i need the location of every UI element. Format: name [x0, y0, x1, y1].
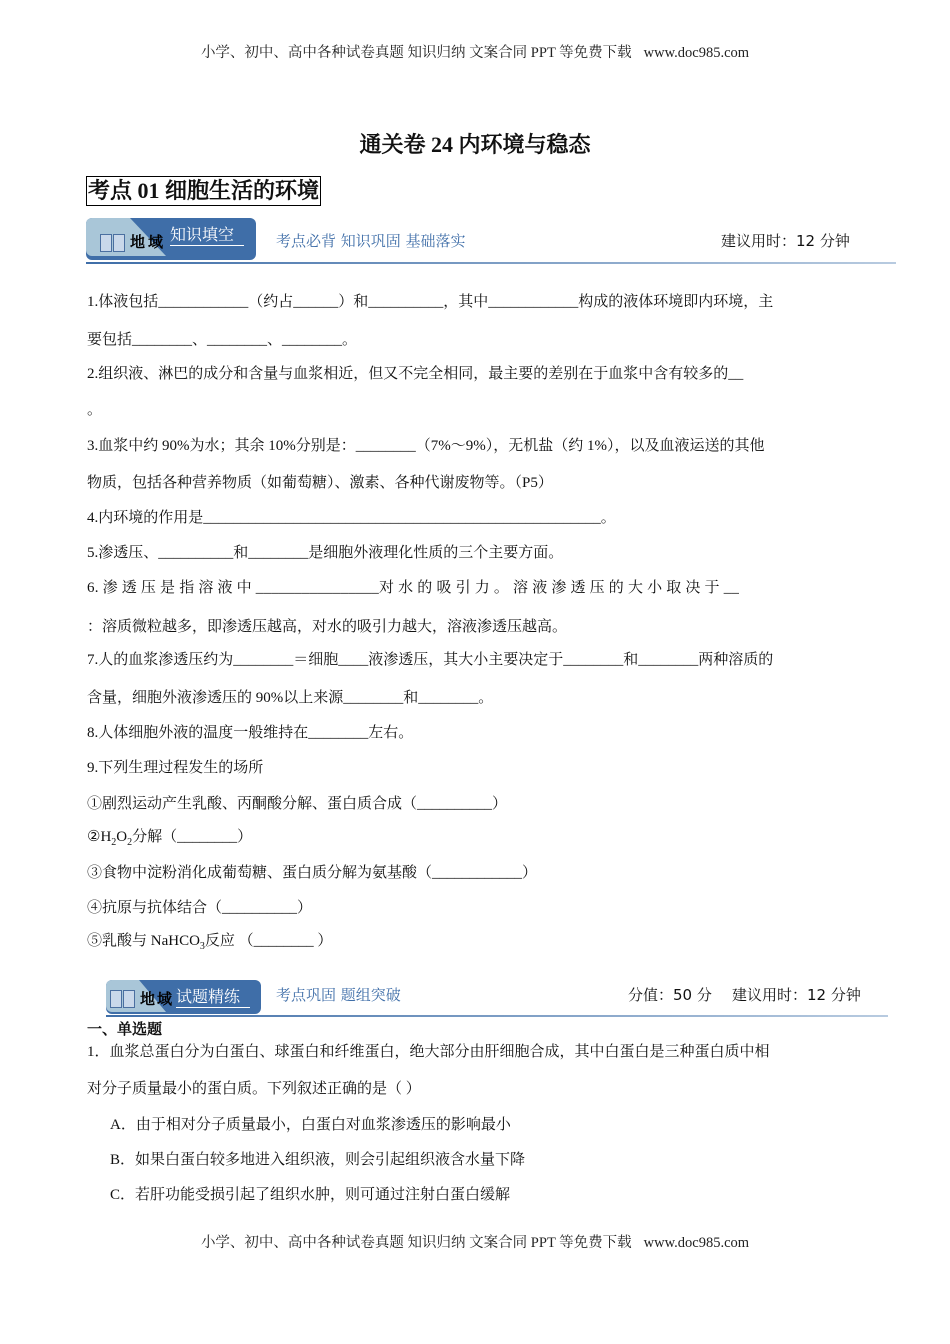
- score: 分值：50 分: [628, 986, 712, 1004]
- option-c: C．若肝功能受损引起了组织水肿，则可通过注射白蛋白缓解: [110, 1187, 511, 1203]
- question-line: 要包括________、________、________。: [87, 332, 358, 348]
- section-heading: 考点 01 细胞生活的环境: [86, 176, 321, 206]
- section-title: 一、单选题: [87, 1022, 163, 1038]
- option-a: A．由于相对分子质量最小，白蛋白对血浆渗透压的影响最小: [110, 1117, 511, 1133]
- banner-subtitle: 考点巩固 题组突破: [276, 986, 401, 1004]
- question-stem: 1．血浆总蛋白分为白蛋白、球蛋白和纤维蛋白，绝大部分由肝细胞合成，其中白蛋白是三种蛋白质中相: [87, 1044, 770, 1060]
- question-line: 7.人的血浆渗透压约为________＝细胞____液渗透压，其大小主要决定于________和________两种溶质的: [87, 652, 774, 668]
- question-line: 。: [87, 402, 103, 418]
- divider: [86, 262, 896, 264]
- banner-tag: 知识填空: [170, 222, 244, 246]
- question-line: 2.组织液、淋巴的成分和含量与血浆相近，但又不完全相同，最主要的差别在于血浆中含有较多的__: [87, 366, 744, 382]
- header-link[interactable]: www.doc985.com: [643, 45, 750, 61]
- banner-subtitle: 考点必背 知识巩固 基础落实: [276, 232, 466, 250]
- question-line: 含量，细胞外液渗透压的 90%以上来源________和________。: [87, 690, 494, 706]
- text: O: [116, 829, 128, 845]
- subscript: 2: [127, 837, 133, 848]
- footer-link[interactable]: www.doc985.com: [643, 1235, 750, 1251]
- watermark-text: 地: [140, 992, 156, 1008]
- text: ②H: [87, 829, 112, 845]
- text: 分解（________）: [132, 829, 253, 845]
- banner-knowledge: [86, 218, 896, 260]
- question-line: [87, 931, 332, 957]
- suggested-time: 建议用时：12 分钟: [732, 986, 861, 1004]
- question-line: 5.渗透压、__________和________是细胞外液理化性质的三个主要方面。: [87, 545, 564, 561]
- page-footer: [0, 1231, 950, 1252]
- watermark-text: 域: [148, 235, 164, 251]
- watermark-text: 域: [157, 992, 173, 1008]
- book-icon: [100, 234, 128, 252]
- subscript: 2: [111, 837, 117, 848]
- question-line: 物质，包括各种营养物质（如葡萄糖）、激素、各种代谢废物等。（P5）: [87, 475, 553, 491]
- question-line: ①剧烈运动产生乳酸、丙酮酸分解、蛋白质合成（__________）: [87, 796, 508, 812]
- subscript: 3: [199, 941, 205, 952]
- question-line: 6. 渗 透 压 是 指 溶 液 中 ________________对 水 的 吸 引 力 。 溶 液 渗 透 压 的 大 小 取 决 于 __: [87, 580, 740, 596]
- page-title: 通关卷 24 内环境与稳态: [359, 132, 591, 157]
- question-line: [87, 827, 252, 853]
- watermark-text: 地: [130, 235, 146, 251]
- header-text: 小学、初中、高中各种试卷真题 知识归纳 文案合同 PPT 等免费下载: [200, 45, 632, 61]
- question-stem: 对分子质量最小的蛋白质。下列叙述正确的是（ ）: [87, 1081, 421, 1097]
- question-line: ④抗原与抗体结合（__________）: [87, 900, 313, 916]
- question-line: 8.人体细胞外液的温度一般维持在________左右。: [87, 725, 414, 741]
- book-icon: [110, 990, 138, 1008]
- question-line: 4.内环境的作用是_____________________________________________________。: [87, 510, 616, 526]
- banner-practice: [86, 980, 886, 1022]
- divider: [106, 1015, 888, 1017]
- text: ⑤乳酸与 NaHCO: [87, 933, 200, 949]
- text: 反应 （________ ）: [204, 933, 333, 949]
- question-line: 9.下列生理过程发生的场所: [87, 760, 264, 776]
- footer-text: 小学、初中、高中各种试卷真题 知识归纳 文案合同 PPT 等免费下载: [200, 1235, 632, 1251]
- question-line: 3.血浆中约 90%为水；其余 10%分别是：________（7%～9%），无机盐（约 1%），以及血液运送的其他: [87, 438, 765, 454]
- banner-tag: 试题精练: [176, 984, 250, 1008]
- page-header: [0, 41, 950, 62]
- question-line: ③食物中淀粉消化成葡萄糖、蛋白质分解为氨基酸（____________）: [87, 865, 538, 881]
- suggested-time: 建议用时：12 分钟: [721, 232, 850, 250]
- question-line: ：溶质微粒越多，即渗透压越高，对水的吸引力越大，溶液渗透压越高。: [87, 619, 568, 635]
- option-b: B．如果白蛋白较多地进入组织液，则会引起组织液含水量下降: [110, 1152, 526, 1168]
- question-line: 1.体液包括____________（约占______）和__________，其中____________构成的液体环境即内环境，主: [87, 294, 774, 310]
